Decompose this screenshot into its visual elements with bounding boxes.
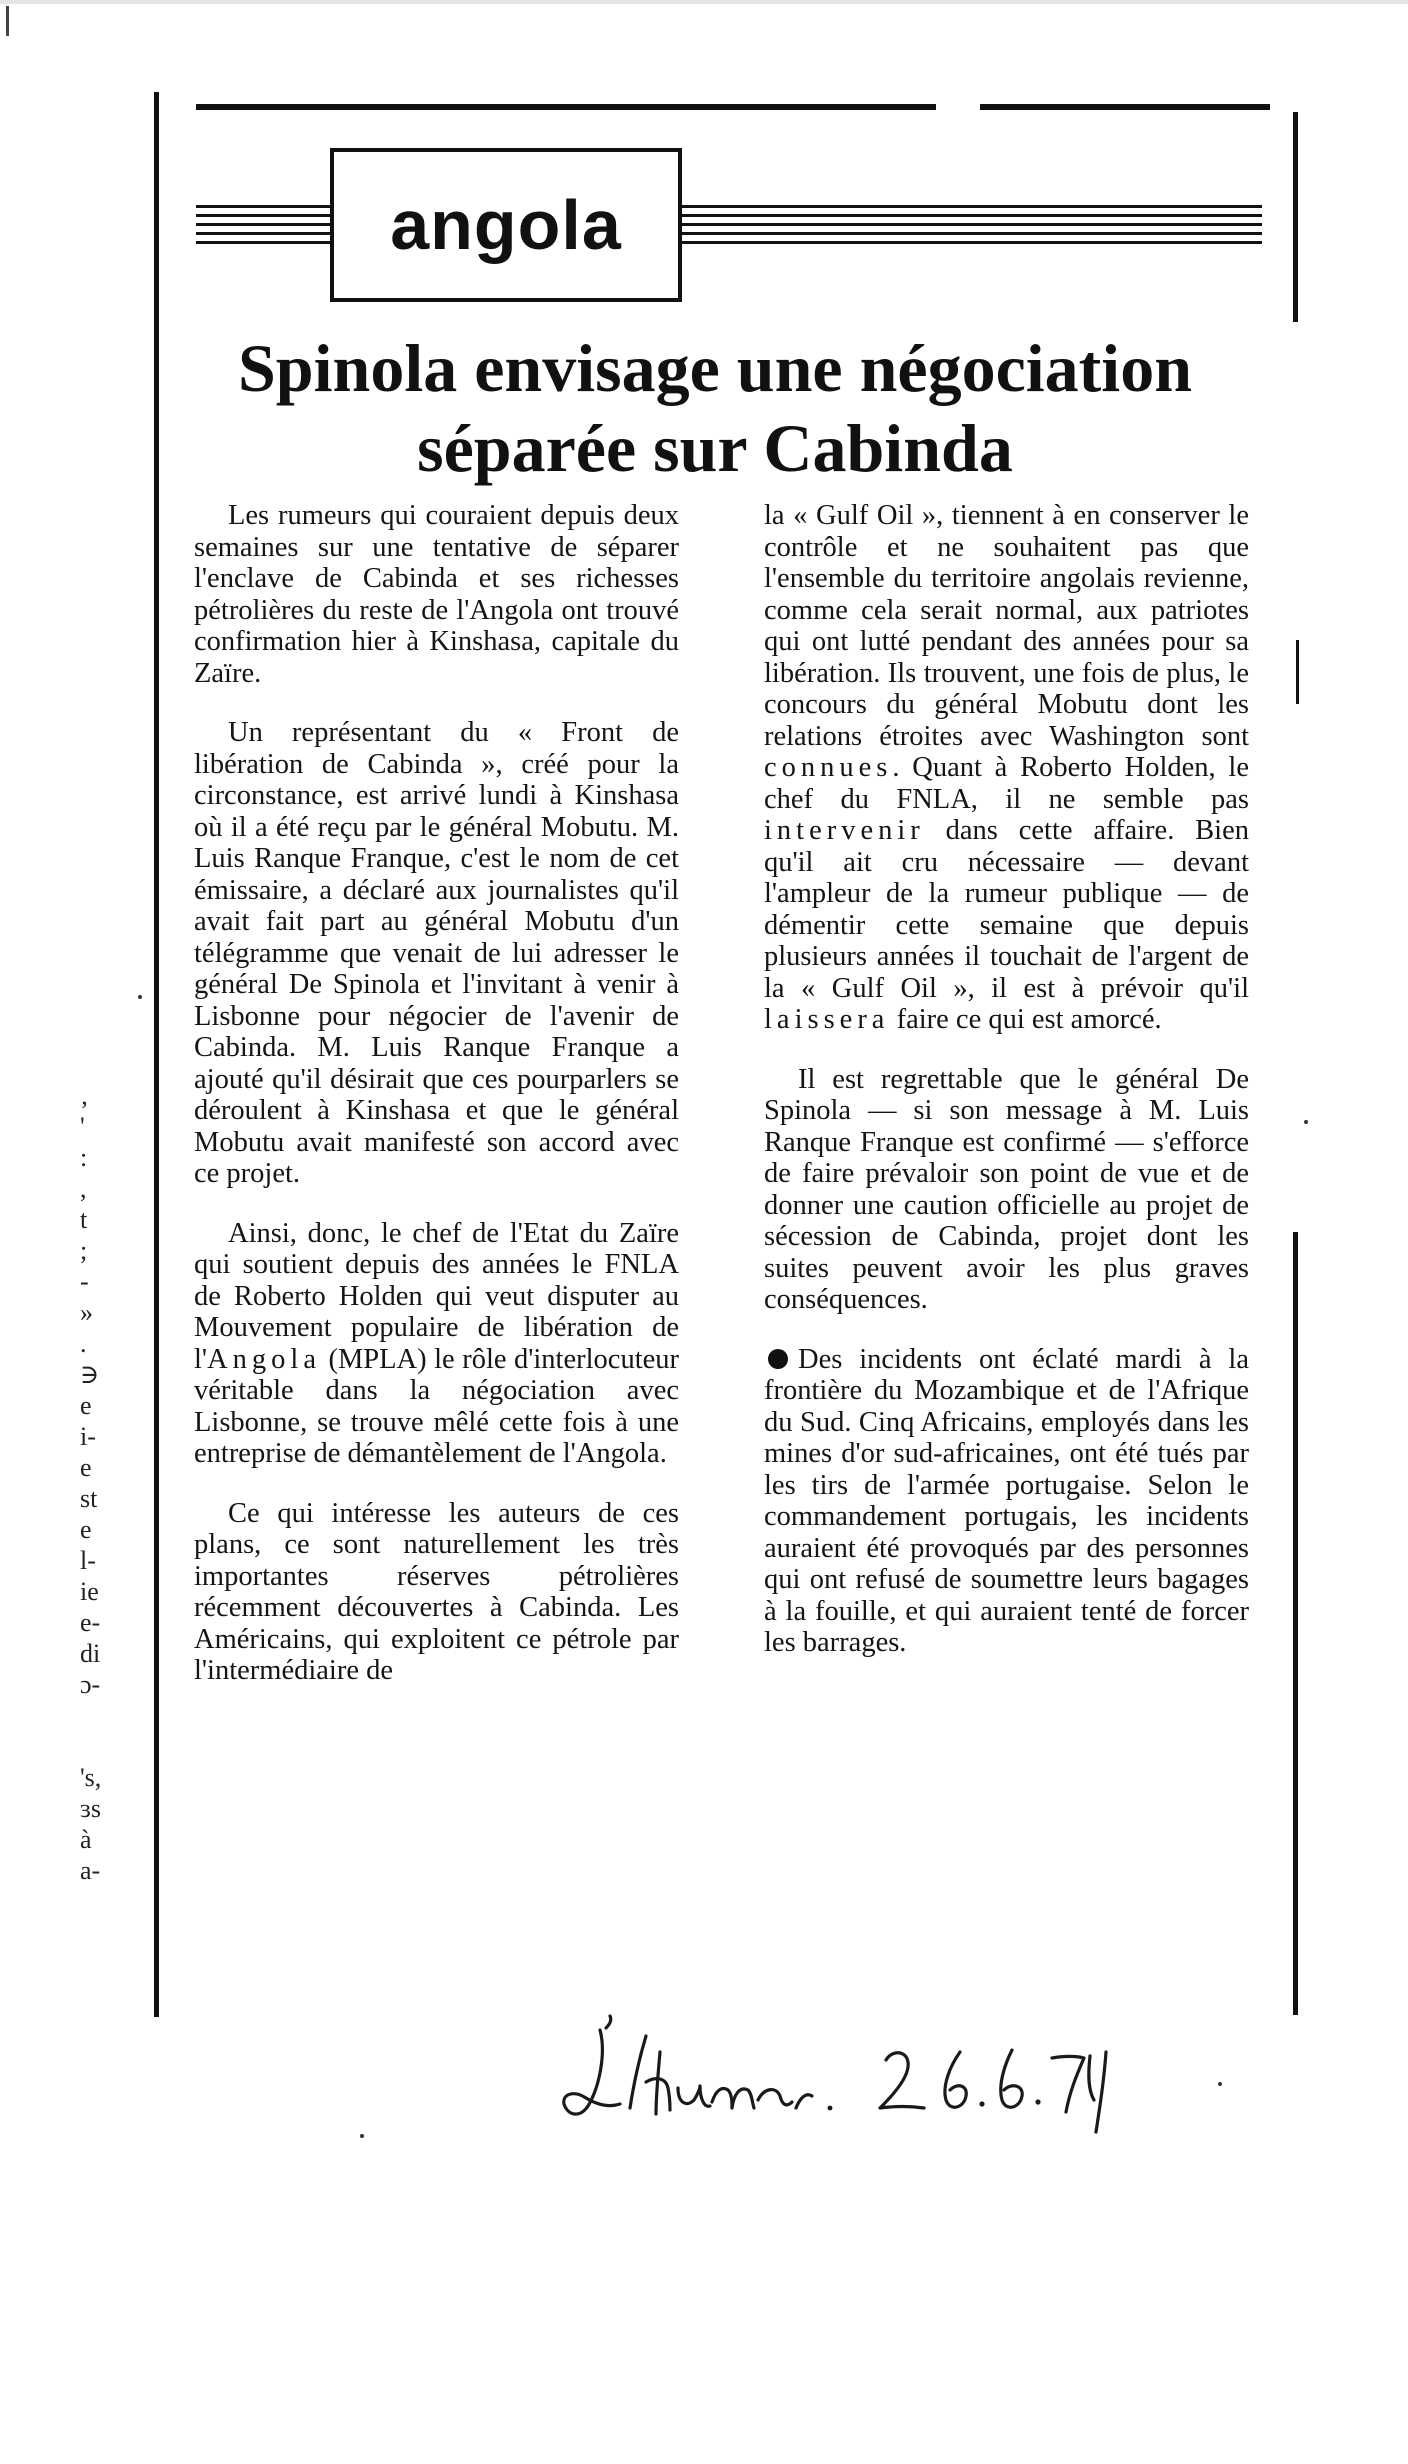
top-rule-right [980,104,1270,110]
headline-line-1: Spinola envisage une négociation [237,330,1193,406]
right-column-rule-top [1293,112,1298,322]
section-label-box [330,148,682,302]
text-run: dans cette affaire. Bien qu'il ait cru nécessaire — devant l'ampleur de la rumeur publique — de démentir cette semaine que depuis plusieurs années il touchait de l'argent de la « Gulf Oil », il est à prévoir qu'il [764,815,1249,1004]
spaced-word: intervenir [764,815,925,846]
paragraph [764,500,1249,1036]
scan-edge [0,0,1408,4]
speck [1304,1120,1308,1124]
header-stripes-left [196,205,330,251]
text-run: la « Gulf Oil », tiennent à en conserver le contrôle et ne souhaitent pas que l'ensemble du territoire angolais revienne, comme cela serait normal, aux patriotes qui ont lutté pendant des années pour sa libération. Ils trouvent, une fois de plus, le concours du général Mobutu dont les relations étroites avec Washington sont [764,500,1249,752]
spaced-word: connues [764,752,893,783]
right-column-rule-bottom [1293,1232,1298,2015]
bullet-dot-icon [768,1349,788,1369]
paragraph: Les rumeurs qui couraient depuis deux semaines sur une tentative de séparer l'enclave de Cabinda et ses richesses pétrolières du reste de l'Angola ont trouvé confirmation hier à Kinshasa, capitale du Zaïre. [194,500,679,689]
scan-mark [6,6,9,36]
text-run: faire ce qui est amorcé. [889,1004,1162,1035]
text-run: Des incidents ont éclaté mardi à la frontière du Mozambique et de l'Afrique du Sud. Cinq Africains, employés dans les mines d'or sud-africaines, ont été tués par les tirs de l'armée portugaise. Selon le commandement portugais, les incidents auraient été provoqués par des personnes qui ont refusé de soumettre leurs bagages à la fouille, et qui auraient tenté de forcer les barrages. [764,1343,1249,1658]
headline-line-2: séparée sur Cabinda [417,410,1013,486]
text-run: Ainsi, donc, le chef de l'Etat du Zaïre qui soutient depuis des années le FNLA de Roberto Holden qui veut disputer au Mouvement populaire de libération de l' [194,1217,679,1375]
paragraph: Un représentant du « Front de libération de Cabinda », créé pour la circonstance, est arrivé lundi à Kinshasa où il a été reçu par le général Mobutu. M. Luis Ranque Franque, c'est le nom de cet émissaire, a déclaré aux journalistes qu'il avait fait part au général Mobutu d'un télégramme que venait de lui adresser le général De Spinola et l'invitant à venir à Lisbonne pour négocier de l'avenir de Cabinda. M. Luis Ranque Franque a ajouté qu'il désirait que ces pourparlers se déroulent à Kinshasa et que le général Mobutu avait manifesté son accord avec ce projet. [194,717,679,1189]
speck [1218,2082,1222,2086]
handwritten-signature [560,1990,1120,2140]
paragraph: Il est regrettable que le général De Spinola — si son message à M. Luis Ranque Franque est confirmé — s'efforce de faire prévaloir son point de vue et de donner une caution officielle au projet de sécession de Cabinda, projet dont les suites peuvent avoir les plus graves conséquences. [764,1063,1249,1315]
spaced-word: laissera [764,1004,890,1035]
headline [160,328,1270,488]
paragraph [764,1344,1249,1659]
text-run: (MPLA) le rôle d'interlocuteur véritable dans la négociation avec Lisbonne, se trouve mêlé cette fois à une entreprise de démantèlement de l'Angola. [194,1343,679,1469]
text-run: . Quant à Roberto Holden, le chef du FNLA, il ne semble pas [764,752,1249,815]
left-margin-fragments: ‚ ' : , t ; - » . ∋ e i- e st e l- ie e- di ɔ- 's, ɜs à a- [80,1081,102,1885]
paragraph [194,1218,679,1470]
article-column-right [764,500,1249,1687]
spaced-word: Angola [207,1343,321,1375]
article-column-left [194,500,679,1715]
speck [360,2134,364,2138]
header-stripes-right [682,205,1262,251]
paragraph: Ce qui intéresse les auteurs de ces plans, ce sont naturellement les très importantes réserves pétrolières récemment découvertes à Cabinda. Les Américains, qui exploitent ce pétrole par l'intermédiaire de [194,1497,679,1686]
section-label: angola [390,186,622,264]
right-margin-mark [1296,640,1299,704]
top-rule-left [196,104,936,110]
left-column-rule [154,92,159,2017]
speck [138,995,142,999]
